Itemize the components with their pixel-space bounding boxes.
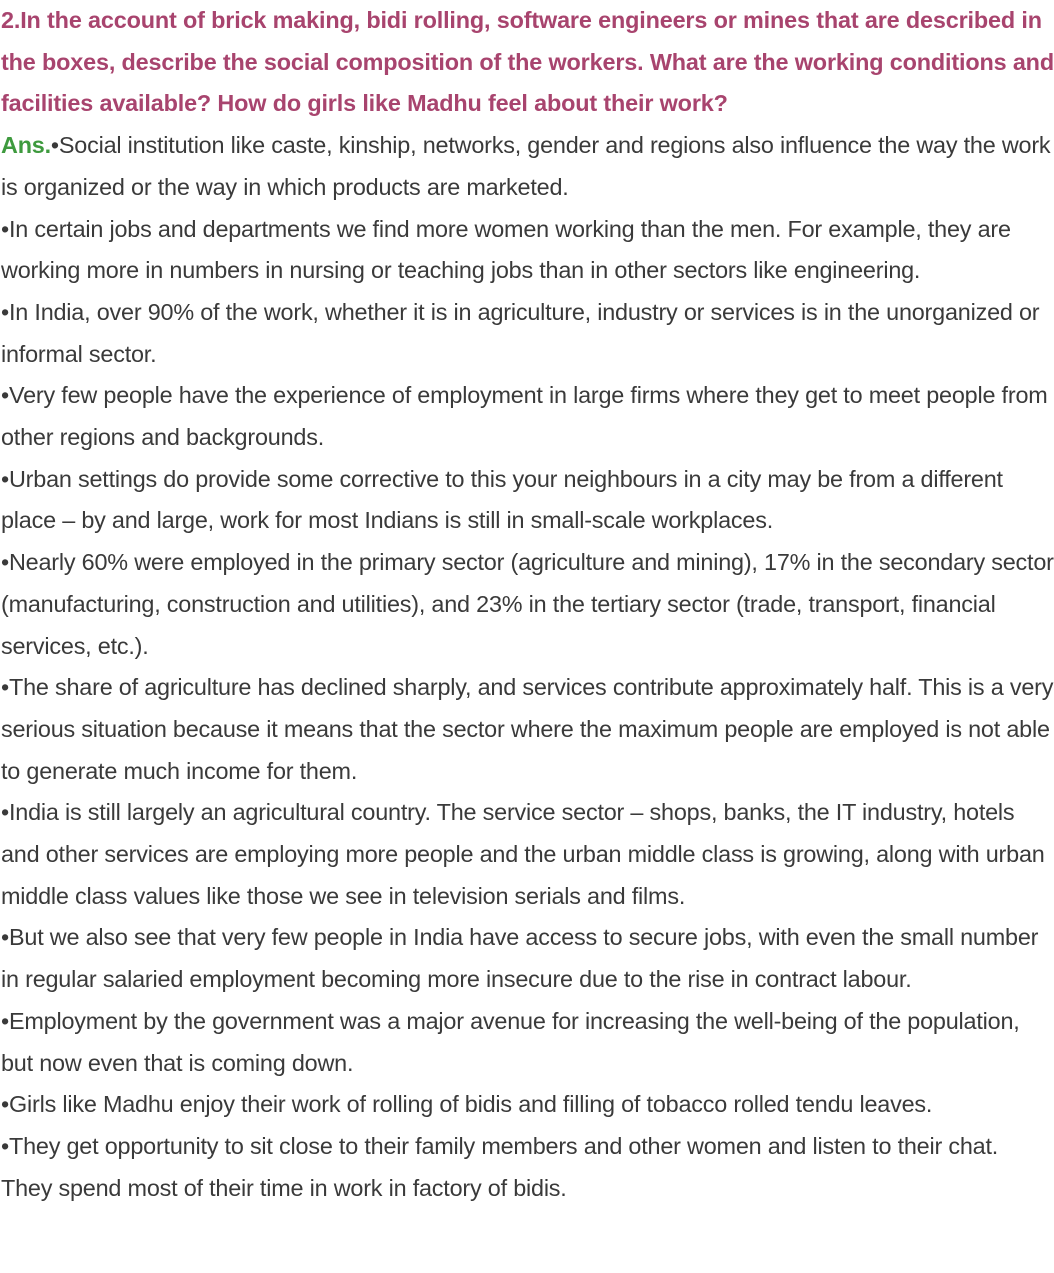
answer-point: •But we also see that very few people in India have access to secure jobs, with even the small number in regular salaried employment becoming more insecure due to the rise in contract labour.	[1, 924, 1039, 993]
answer-point: •Nearly 60% were employed in the primary sector (agriculture and mining), 17% in the secondary sector (manufacturing, construction and utilities), and 23% in the tertiary sector (trade, transport, financial services, etc.).	[1, 549, 1054, 659]
answer-point: •In India, over 90% of the work, whether it is in agriculture, industry or services is in the unorganized or informal sector.	[1, 298, 1040, 367]
answer-point: •Very few people have the experience of employment in large firms where they get to meet people from other regions and backgrounds.	[1, 382, 1048, 451]
answer-label: Ans.	[1, 132, 51, 159]
answer-point: •The share of agriculture has declined sharply, and services contribute approximately half. This is a very serious situation because it means that the sector where the maximum people are employed is not able to generate much income for them.	[1, 674, 1054, 784]
answer-point: •Girls like Madhu enjoy their work of rolling of bidis and filling of tobacco rolled tendu leaves.	[1, 1091, 933, 1118]
answer-point: •They get opportunity to sit close to their family members and other women and listen to their chat. They spend most of their time in work in factory of bidis.	[1, 1132, 999, 1201]
answer-first-point: •Social institution like caste, kinship, networks, gender and regions also influence the way the work is organized or the way in which products are marketed.	[1, 132, 1051, 200]
answer-point: •In certain jobs and departments we find more women working than the men. For example, they are working more in numbers in nursing or teaching jobs than in other sectors like engineering.	[1, 215, 1011, 284]
answer-intro	[1, 125, 1054, 208]
answer-point: •India is still largely an agricultural country. The service sector – shops, banks, the IT industry, hotels and other services are employing more people and the urban middle class is growing, along with urban middle class values like those we see in television serials and films.	[1, 799, 1045, 909]
question-text: 2.In the account of brick making, bidi rolling, software engineers or mines that are described in the boxes, describe the social composition of the workers. What are the working conditions and facilities available? How do girls like Madhu feel about their work?	[1, 7, 1054, 117]
answer-point: •Urban settings do provide some corrective to this your neighbours in a city may be from a different place – by and large, work for most Indians is still in small-scale workplaces.	[1, 465, 1003, 534]
answer-point: •Employment by the government was a major avenue for increasing the well-being of the population, but now even that is coming down.	[1, 1007, 1020, 1076]
